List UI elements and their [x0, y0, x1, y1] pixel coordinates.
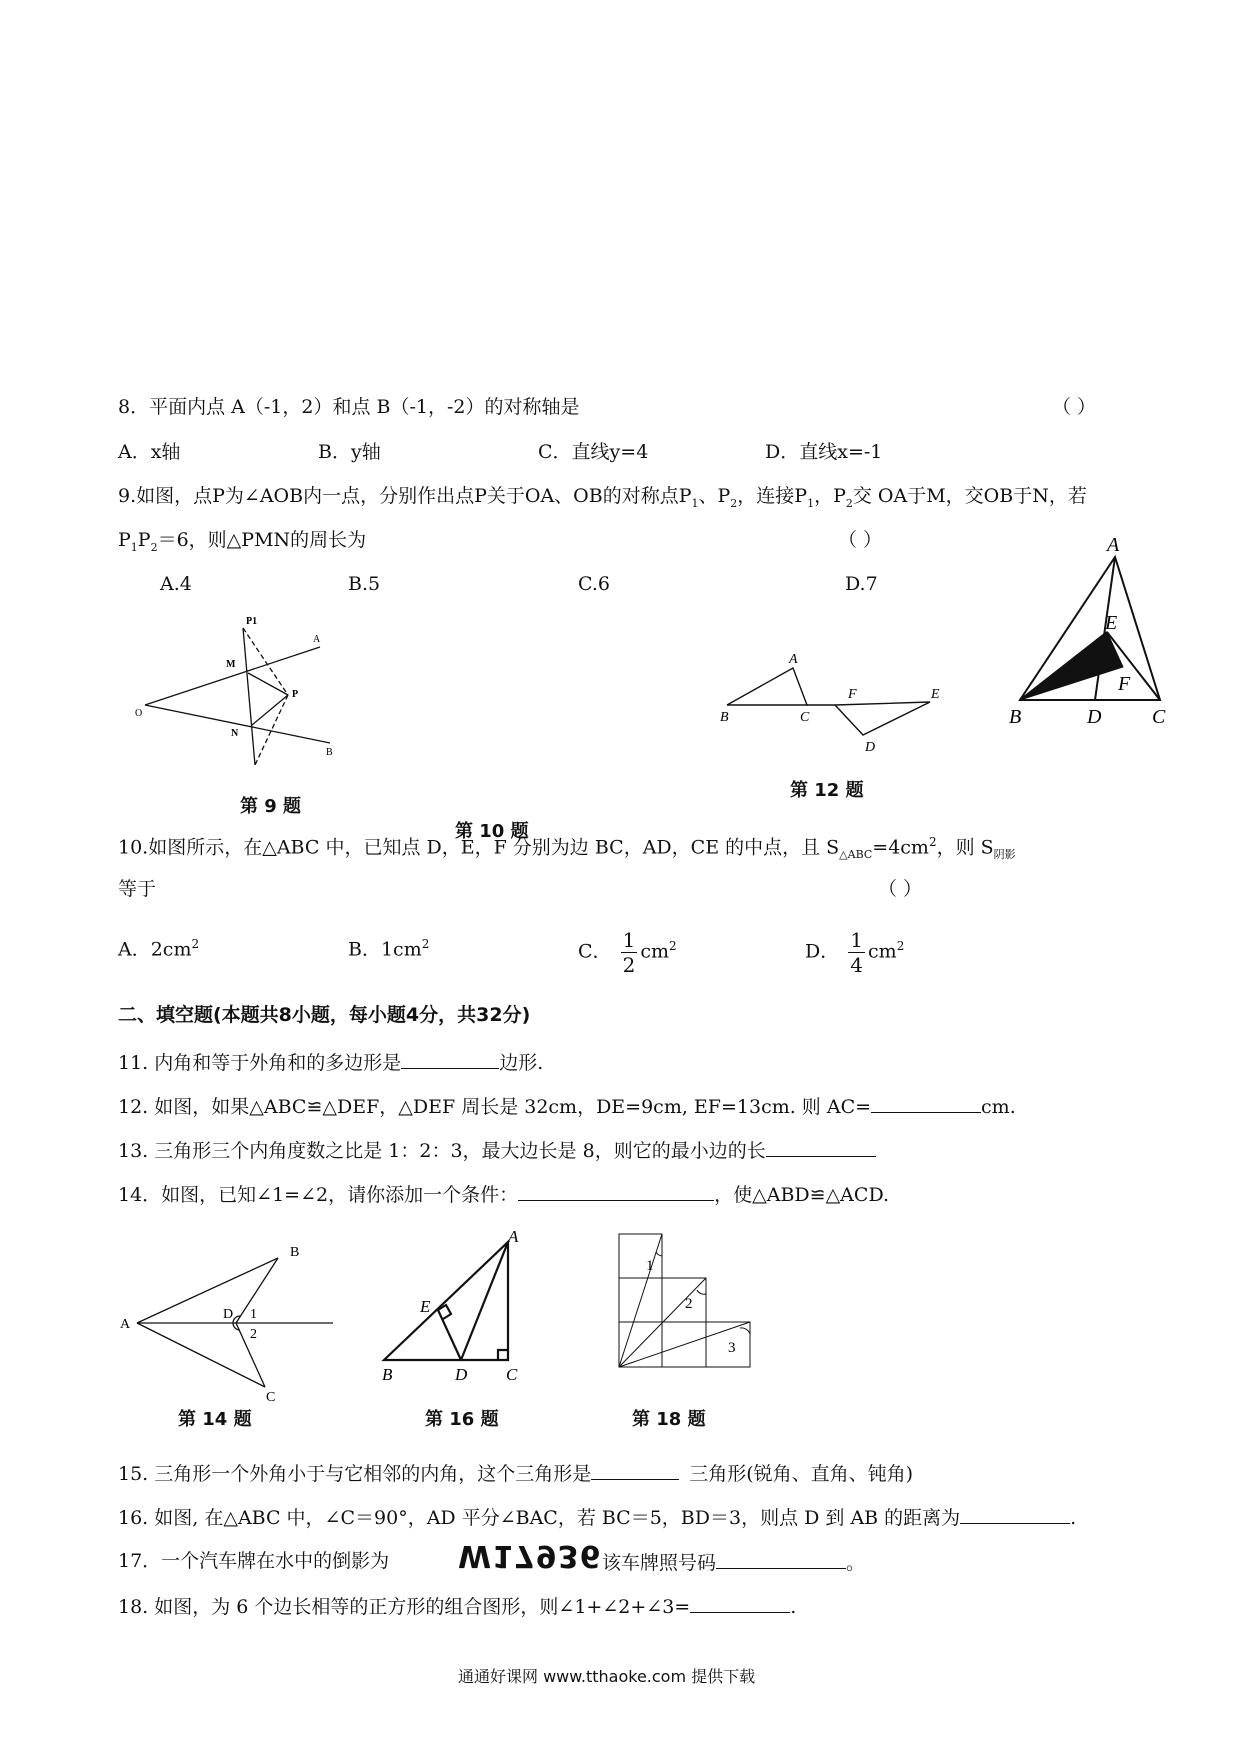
fig18-caption: 第 18 题	[632, 1409, 706, 1430]
fig9-label-p: P	[292, 689, 299, 700]
fig9-label-m: M	[226, 659, 236, 670]
q10-option-c: C． $\frac{1}{2}$ $cm^2$	[578, 928, 677, 977]
q17-blank[interactable]	[716, 1552, 846, 1569]
fig16-label-d: D	[455, 1365, 468, 1384]
q11-blank[interactable]	[401, 1052, 499, 1069]
fig12-label-d: D	[865, 740, 876, 755]
q8-stem: 8．平面内点 A（-1，2）和点 B（-1，-2）的对称轴是	[118, 396, 580, 418]
fig9-label-b: B	[326, 747, 333, 758]
q16-text: 16. 如图, 在△ABC 中，∠C＝90°，AD 平分∠BAC，若 BC＝5，BD＝3，则点 D 到 AB 的距离为 .	[118, 1507, 1077, 1529]
fig10-label-e: E	[1105, 612, 1118, 634]
fraction-one-quarter: $\frac{1}{4}$	[850, 928, 864, 977]
q11-text: 11. 内角和等于外角和的多边形是 边形.	[118, 1052, 544, 1074]
q8-option-d: D．直线x=-1	[765, 441, 883, 463]
fig14-label-angle-1: 1	[250, 1307, 257, 1322]
fig9-caption: 第 9 题	[240, 796, 302, 817]
q17-text: 17．一个汽车牌在水中的倒影为	[118, 1550, 390, 1572]
fig12-label-f: F	[848, 687, 857, 702]
fig14-label-angle-2: 2	[250, 1327, 257, 1342]
fig14-label-d: D	[223, 1307, 234, 1322]
q17-plate-reflection: W17936	[458, 1538, 602, 1573]
q9-stem-line2: $P_1P_2=6$，则△PMN的周长为	[118, 529, 367, 554]
section-2-title: 二、填空题(本题共8小题，每小题4分，共32分)	[118, 1004, 531, 1026]
fig16-label-a: A	[508, 1227, 519, 1246]
q14-blank[interactable]	[518, 1184, 714, 1201]
q13-blank[interactable]	[766, 1140, 876, 1157]
fraction-one-half: $\frac{1}{2}$	[622, 928, 636, 977]
figure-16	[378, 1228, 548, 1388]
figure-10	[1005, 535, 1175, 735]
figure-9	[130, 610, 360, 770]
fig18-label-angle-3: 3	[728, 1340, 736, 1356]
fig10-label-b: B	[1009, 706, 1022, 728]
q9-stem-line1: 9.如图，点P为∠AOB内一点，分别作出点P关于OA、OB的对称点$P_1$、$P_2$，连接$P_1$，$P_2$交 OA于M，交OB于N，若	[118, 485, 1087, 510]
q9-option-b: B.5	[348, 573, 381, 595]
q16-blank[interactable]	[960, 1507, 1070, 1524]
fig18-label-angle-1: 1	[646, 1258, 654, 1274]
fig16-label-b: B	[382, 1365, 393, 1384]
fig10-label-d: D	[1087, 706, 1102, 728]
fig16-label-e: E	[420, 1297, 431, 1316]
q10-option-a: A．$2cm^2$	[118, 937, 200, 961]
fig12-label-c: C	[800, 710, 810, 725]
fig12-label-a: A	[789, 652, 798, 667]
fig14-label-b: B	[290, 1245, 300, 1260]
figure-12	[715, 645, 955, 755]
fig12-caption: 第 12 题	[790, 780, 864, 801]
q9-answer-paren: （ ）	[838, 529, 883, 551]
figure-14	[115, 1230, 355, 1405]
q12-blank[interactable]	[871, 1096, 981, 1113]
fig9-label-o: O	[135, 708, 143, 719]
q10-option-b: B．$1cm^2$	[348, 937, 430, 961]
fig12-label-e: E	[931, 687, 940, 702]
q8-option-b: B．y轴	[318, 441, 381, 463]
q8-option-c: C．直线y=4	[538, 441, 649, 463]
q10-stem: 10.如图所示，在△ABC 中，已知点 D，E，F 分别为边 BC，AD，CE 的中点，且 $S_{\triangle ABC}=4cm^2$，则 $S_{阴影}$	[118, 835, 1016, 862]
q13-text: 13. 三角形三个内角度数之比是 1：2：3，最大边长是 8，则它的最小边的长	[118, 1140, 876, 1161]
fig16-caption: 第 16 题	[425, 1409, 499, 1430]
q14-text: 14．如图，已知∠1=∠2，请你添加一个条件： ，使△ABD≌△ACD.	[118, 1184, 890, 1206]
q9-option-a: A.4	[160, 573, 192, 595]
q10-option-d: D． $\frac{1}{4}$ $cm^2$	[805, 928, 905, 977]
fig16-label-c: C	[506, 1365, 518, 1384]
fig10-caption: 第 10 题	[455, 821, 529, 842]
fig9-label-n: N	[231, 728, 239, 739]
q15-blank[interactable]	[591, 1463, 679, 1480]
fig12-label-b: B	[720, 710, 729, 725]
figure-18	[615, 1228, 765, 1378]
fig9-label-p1: P1	[246, 616, 258, 627]
fig14-label-a: A	[120, 1317, 131, 1332]
q18-text: 18. 如图，为 6 个边长相等的正方形的组合图形，则∠1+∠2+∠3= .	[118, 1596, 797, 1618]
q10-stem-line2: 等于	[118, 878, 157, 900]
fig10-label-f: F	[1118, 673, 1131, 695]
q17-text-b: 该车牌照号码 。	[602, 1552, 866, 1574]
q18-blank[interactable]	[690, 1596, 790, 1613]
q8-answer-paren: （ ）	[1052, 396, 1097, 418]
fig18-label-angle-2: 2	[685, 1296, 693, 1312]
q9-option-c: C.6	[578, 573, 610, 595]
fig10-label-a: A	[1107, 534, 1120, 556]
fig14-label-c: C	[266, 1390, 276, 1405]
q9-option-d: D.7	[845, 573, 878, 595]
q12-text: 12. 如图，如果△ABC≌△DEF，△DEF 周长是 32cm，DE=9cm, EF=13cm. 则 AC= cm.	[118, 1096, 1016, 1118]
footer-text: 通通好课网 www.tthaoke.com 提供下载	[458, 1667, 756, 1686]
q10-answer-paren: （ ）	[878, 878, 923, 900]
fig10-label-c: C	[1152, 706, 1166, 728]
q8-option-a: A．x轴	[118, 441, 181, 463]
fig9-label-a: A	[313, 634, 321, 645]
fig14-caption: 第 14 题	[178, 1409, 252, 1430]
q15-text: 15. 三角形一个外角小于与它相邻的内角，这个三角形是 三角形(锐角、直角、钝角)	[118, 1463, 914, 1485]
